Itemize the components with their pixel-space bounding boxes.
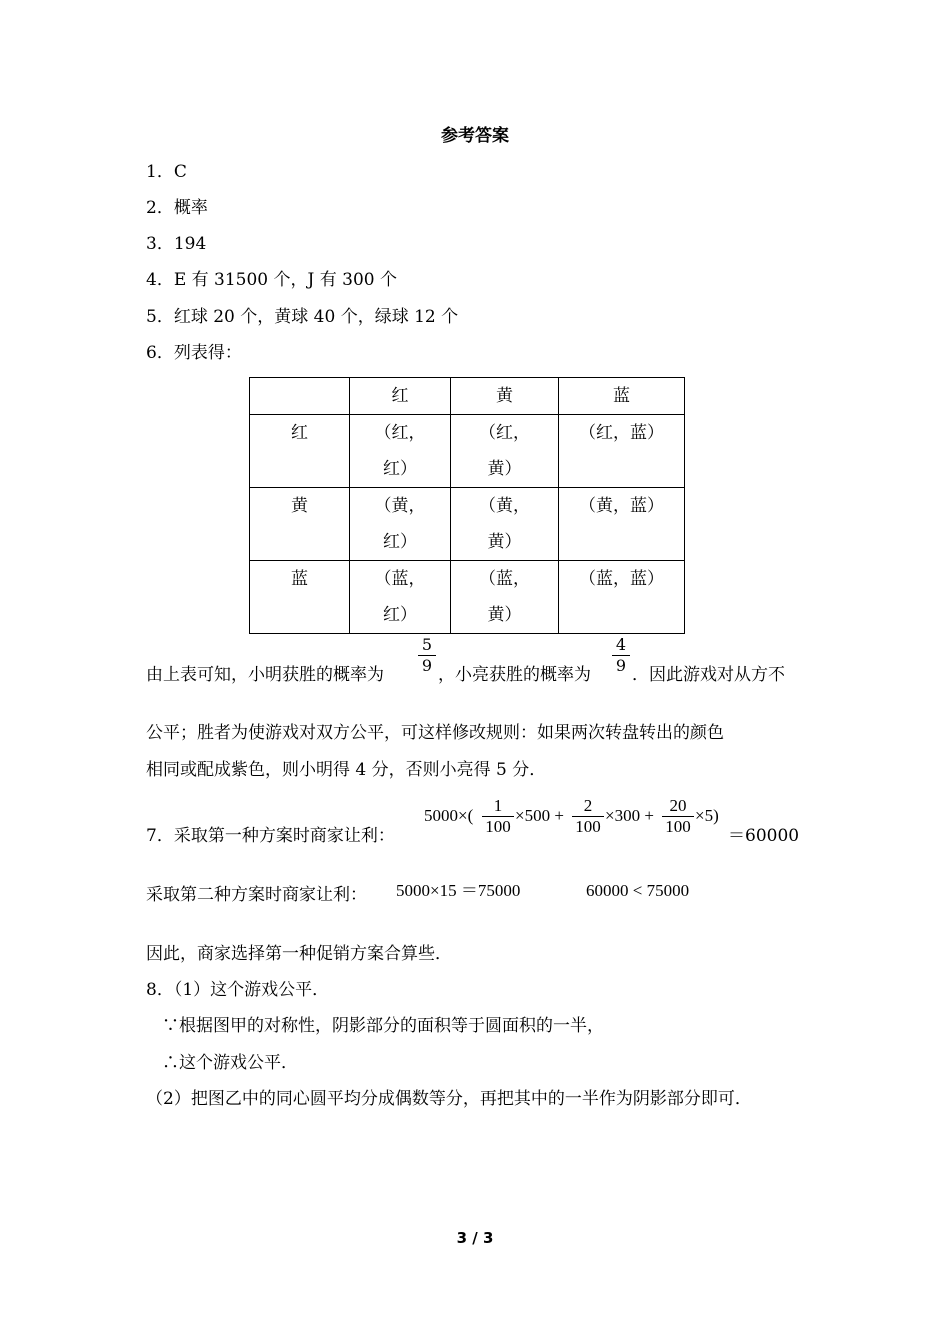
table-row-label: 蓝 bbox=[250, 561, 350, 634]
cell-line: 红） bbox=[383, 605, 417, 625]
q6-line3: 相同或配成紫色，则小明得 4 分，否则小亮得 5 分． bbox=[146, 760, 547, 780]
fraction-denominator: 100 bbox=[485, 817, 511, 836]
page-title: 参考答案 bbox=[441, 126, 509, 146]
table-cell bbox=[451, 561, 559, 634]
answer-3: 3．194 bbox=[146, 234, 207, 254]
cell-line: （黄， bbox=[479, 496, 530, 516]
cell-line: 黄） bbox=[487, 459, 522, 479]
q6-text-part3: ．因此游戏对从方不 bbox=[632, 665, 785, 685]
q7-expr2: 5000×15 ＝75000 bbox=[396, 881, 521, 900]
table-header-cell: 黄 bbox=[451, 378, 559, 415]
q7-expr-b: ×500 + bbox=[515, 806, 564, 825]
fraction-denominator: 9 bbox=[615, 656, 627, 675]
q6-text-part2: ，小亮获胜的概率为 bbox=[438, 665, 591, 685]
fraction-numerator: 1 bbox=[493, 796, 503, 815]
q7-conclusion: 因此，商家选择第一种促销方案合算些． bbox=[146, 944, 452, 964]
q8-line2: ∵根据图甲的对称性，阴影部分的面积等于圆面积的一半， bbox=[162, 1016, 604, 1036]
answer-5: 5．红球 20 个，黄球 40 个，绿球 12 个 bbox=[146, 307, 459, 327]
answer-1: 1．C bbox=[146, 162, 187, 182]
q7-expr-a: 5000×( bbox=[424, 806, 474, 825]
cell-line: （蓝，蓝） bbox=[579, 569, 664, 589]
fraction-5-9 bbox=[418, 636, 436, 675]
page-number: 3 / 3 bbox=[456, 1229, 494, 1247]
table-cell bbox=[451, 488, 559, 561]
q7-expr-d: ×5) bbox=[695, 806, 719, 825]
table-cell bbox=[350, 488, 451, 561]
q7-expr-c: ×300 + bbox=[605, 806, 654, 825]
cell-line: （红，蓝） bbox=[579, 423, 664, 443]
fraction-4-9 bbox=[612, 636, 630, 675]
cell-line: （黄，蓝） bbox=[579, 496, 664, 516]
table-header-row bbox=[250, 378, 685, 415]
q7-compare: 60000 < 75000 bbox=[586, 881, 690, 900]
table-cell bbox=[350, 415, 451, 488]
q7-lead2: 采取第二种方案时商家让利： bbox=[146, 885, 367, 905]
q7-result: ＝60000 bbox=[728, 826, 800, 846]
fraction-2-100 bbox=[572, 797, 604, 836]
cell-line: （红， bbox=[479, 423, 530, 443]
q6-text-part1: 由上表可知，小明获胜的概率为 bbox=[146, 665, 384, 685]
fraction-numerator: 5 bbox=[421, 635, 433, 654]
fraction-denominator: 9 bbox=[421, 656, 433, 675]
q6-line2: 公平；胜者为使游戏对双方公平，可这样修改规则：如果两次转盘转出的颜色 bbox=[146, 723, 724, 743]
table-header-cell: 蓝 bbox=[559, 378, 685, 415]
table-cell bbox=[350, 561, 451, 634]
fraction-numerator: 20 bbox=[669, 796, 687, 815]
q7-lead: 7．采取第一种方案时商家让利： bbox=[146, 826, 395, 846]
cell-line: 红） bbox=[383, 532, 417, 552]
table-row bbox=[250, 488, 685, 561]
answer-2: 2．概率 bbox=[146, 198, 208, 218]
table-cell bbox=[559, 561, 685, 634]
table-row bbox=[250, 415, 685, 488]
q8-line3: ∴这个游戏公平． bbox=[162, 1053, 298, 1073]
cell-line: 黄） bbox=[487, 532, 522, 552]
fraction-1-100 bbox=[482, 797, 514, 836]
fraction-numerator: 4 bbox=[615, 635, 627, 654]
answer-4: 4．E 有 31500 个，J 有 300 个 bbox=[146, 270, 397, 290]
table-cell bbox=[559, 488, 685, 561]
table-cell bbox=[451, 415, 559, 488]
table-cell bbox=[559, 415, 685, 488]
cell-line: 红） bbox=[383, 459, 417, 479]
table-row-label: 红 bbox=[250, 415, 350, 488]
table-row bbox=[250, 561, 685, 634]
cell-line: （蓝， bbox=[479, 569, 530, 589]
cell-line: （蓝， bbox=[374, 569, 426, 589]
fraction-numerator: 2 bbox=[583, 796, 593, 815]
table-row-label: 黄 bbox=[250, 488, 350, 561]
table-header-cell: 红 bbox=[350, 378, 451, 415]
cell-line: （黄， bbox=[374, 496, 426, 516]
answer-6: 6．列表得： bbox=[146, 343, 242, 363]
q8-line1: 8．（1）这个游戏公平． bbox=[146, 980, 330, 1000]
table-corner-cell bbox=[250, 378, 350, 415]
outcome-table bbox=[249, 377, 685, 634]
q8-line4: （2）把图乙中的同心圆平均分成偶数等分，再把其中的一半作为阴影部分即可． bbox=[146, 1089, 752, 1109]
cell-line: 黄） bbox=[487, 605, 522, 625]
fraction-denominator: 100 bbox=[575, 817, 601, 836]
fraction-denominator: 100 bbox=[665, 817, 691, 836]
cell-line: （红， bbox=[374, 423, 426, 443]
fraction-20-100 bbox=[662, 797, 694, 836]
